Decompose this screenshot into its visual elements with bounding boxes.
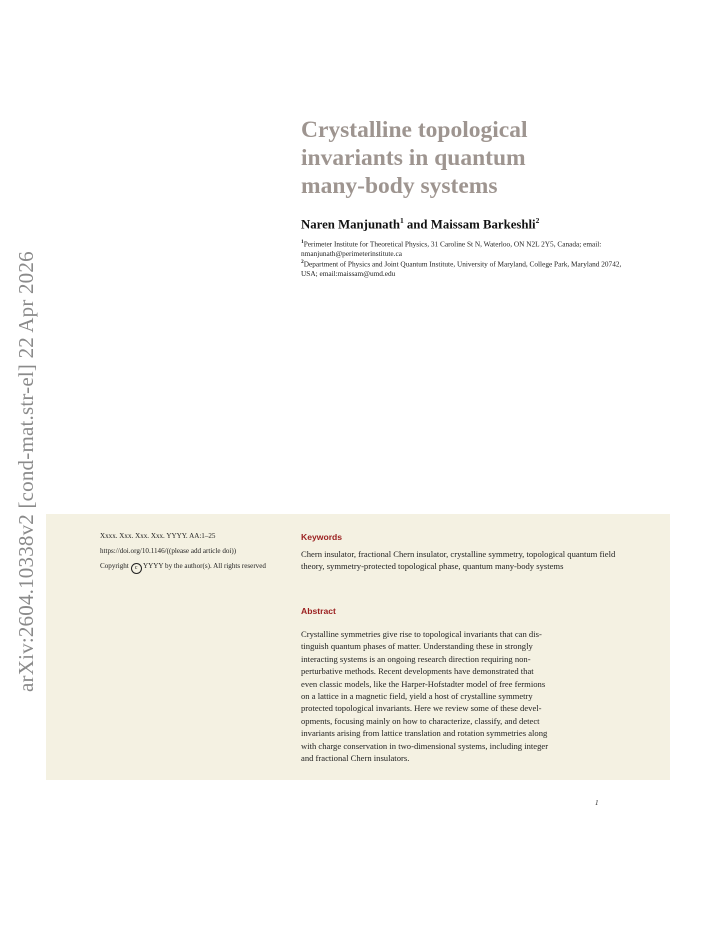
copyright-prefix: Copyright (100, 562, 131, 571)
article-metadata (100, 532, 270, 580)
abstract-line: interacting systems is an ongoing research direction requiring non- (301, 653, 531, 664)
abstract-line: with charge conservation in two-dimensional systems, including integer (301, 740, 549, 751)
author-name: Naren Manjunath (301, 217, 400, 232)
abstract-line: opments, focusing mainly on how to characterize, classify, and detect (301, 715, 540, 726)
copyright-suffix: YYYY by the author(s). All rights reserved (141, 562, 266, 571)
affiliations (301, 238, 631, 278)
title-line: invariants in quantum (301, 145, 526, 171)
abstract-line: on a lattice in a magnetic field, yield a host of crystalline symmetry (301, 691, 533, 702)
affiliation-text: Perimeter Institute for Theoretical Physics, 31 Caroline St N, Waterloo, ON N2L 2Y5, Canada; email: nmanjunath@perimeterinstitute.ca (301, 239, 602, 258)
affiliation-text: Department of Physics and Joint Quantum Institute, University of Maryland, College Park, Maryland 20742, USA; email:maissam@umd.edu (301, 259, 622, 279)
title-line: Crystalline topological (301, 117, 528, 143)
affiliation-marker: 2 (535, 216, 540, 225)
paper-title (301, 116, 641, 200)
abstract-line: protected topological invariants. Here we review some of these devel- (301, 703, 542, 714)
author-name: Maissam Barkeshli (430, 217, 536, 232)
affiliation-marker: 1 (301, 239, 304, 245)
keywords-text: Chern insulator, fractional Chern insulator, crystalline symmetry, topological quantum field theory, symmetry-protected topological phase, quantum many-body systems (301, 549, 616, 572)
title-line: many-body systems (301, 173, 498, 199)
abstract-text (301, 628, 634, 764)
copyright-notice (100, 562, 270, 574)
journal-citation: Xxxx. Xxx. Xxx. Xxx. YYYY. AA:1–25 (100, 532, 216, 540)
copyright-icon: c (131, 563, 142, 574)
abstract-line: perturbative methods. Recent developments have demonstrated that (301, 666, 534, 677)
affiliation-marker: 2 (301, 259, 304, 266)
affiliation (301, 258, 631, 278)
page-number: 1 (595, 799, 599, 807)
affiliation-marker: 1 (399, 216, 404, 225)
arxiv-stamp (14, 212, 50, 692)
abstract-line: even classic models, like the Harper-Hofstadter model of free fermions (301, 678, 546, 689)
abstract-line: and fractional Chern insulators. (301, 753, 410, 764)
abstract-heading: Abstract (301, 606, 336, 616)
affiliation (301, 238, 631, 258)
abstract-line: Crystalline symmetries give rise to topological invariants that can dis- (301, 629, 542, 639)
abstract-line: invariants arising from lattice translation and rotation symmetries along (301, 728, 548, 739)
abstract-line: tinguish quantum phases of matter. Understanding these in strongly (301, 641, 533, 652)
keywords-heading: Keywords (301, 532, 343, 542)
doi-link[interactable]: https://doi.org/10.1146/((please add article doi)) (100, 547, 237, 556)
author-joiner: and (403, 217, 431, 232)
arxiv-identifier[interactable]: arXiv:2604.10338v2 [cond-mat.str-el] 22 Apr 2026 (14, 251, 38, 692)
author-list (301, 216, 539, 232)
